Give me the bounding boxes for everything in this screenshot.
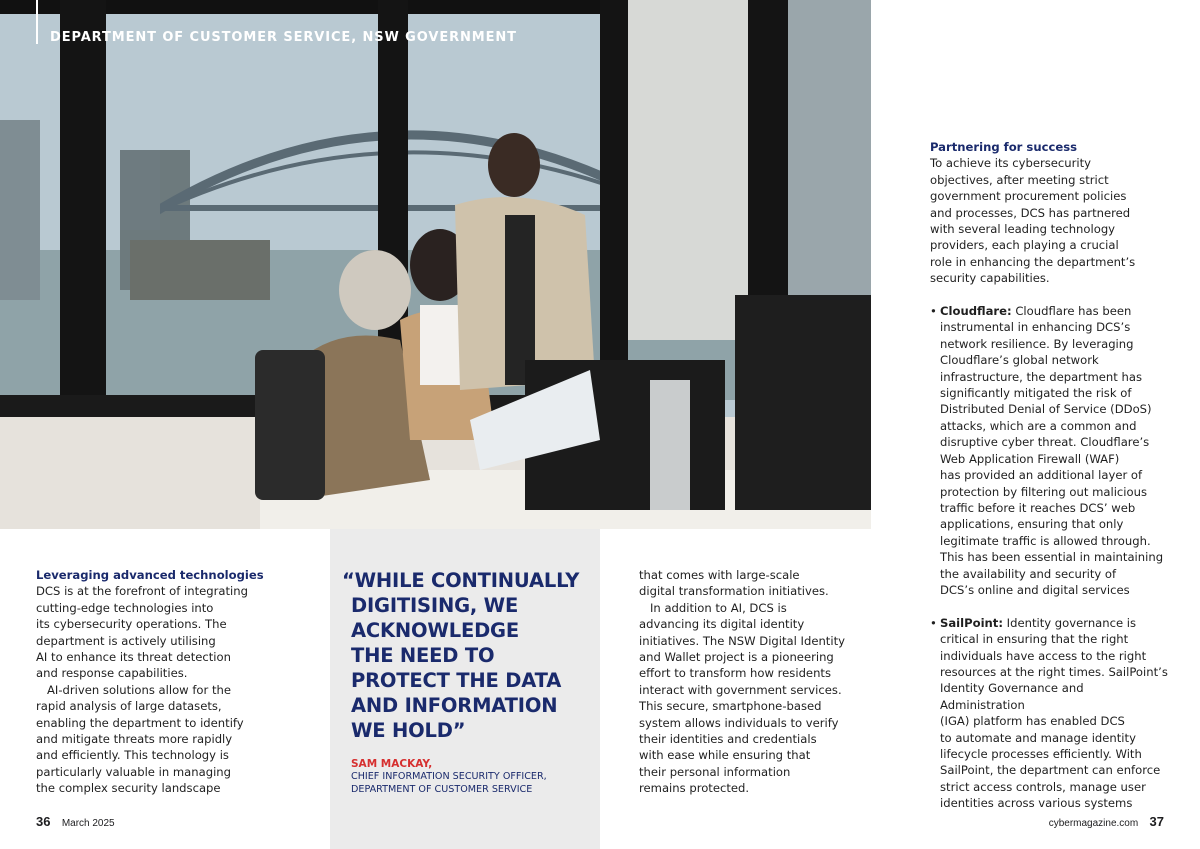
quote-line: PROTECT THE DATA [351,669,562,692]
quote-role-line: CHIEF INFORMATION SECURITY OFFICER, [351,771,547,782]
left-paragraph-2 [36,682,266,797]
middle-column [639,567,869,797]
bullet-title-sailpoint: SailPoint: [940,615,1003,630]
text-line: and efficiently. This technology is [36,748,229,763]
middle-paragraph-1 [639,567,869,600]
bullet-dot: • [930,304,937,319]
quote-role-line: DEPARTMENT OF CUSTOMER SERVICE [351,784,533,795]
text-line: DCS is at the forefront of integrating [36,584,248,599]
text-line: security capabilities. [930,271,1050,286]
issue-date: March 2025 [61,818,115,829]
text-line: and processes, DCS has partnered [930,205,1131,220]
quote-line: ACKNOWLEDGE [351,619,519,642]
section-label: DEPARTMENT OF CUSTOMER SERVICE, NSW GOVERNMENT [50,30,517,45]
text-line: their identities and credentials [639,732,817,747]
text-line: government procurement policies [930,189,1127,204]
text-line: rapid analysis of large datasets, [36,699,222,714]
bullet-first-line: Cloudflare has been [1011,304,1132,319]
text-line: with several leading technology [930,222,1116,237]
text-line: and response capabilities. [36,666,188,681]
text-line: objectives, after meeting strict [930,172,1109,187]
text-line: attacks, which are a common and [940,418,1137,433]
text-line: system allows individuals to verify [639,715,839,730]
text-line: traffic before it reaches DCS’ web [940,500,1136,515]
text-line: In addition to AI, DCS is [650,600,787,615]
text-line: role in enhancing the department’s [930,254,1136,269]
text-line: legitimate traffic is allowed through. [940,533,1151,548]
bullet-body-sailpoint [940,631,1170,811]
text-line: AI to enhance its threat detection [36,650,231,665]
text-line: its cybersecurity operations. The [36,617,227,632]
middle-paragraph-2 [639,600,869,797]
text-line: and Wallet project is a pioneering [639,650,834,665]
text-line: with ease while ensuring that [639,748,811,763]
text-line: the complex security landscape [36,781,221,796]
text-line: lifecycle processes efficiently. With [940,747,1142,761]
text-line: significantly mitigated the risk of [940,386,1132,401]
bullet-sailpoint [930,615,1170,812]
text-line: AI-driven solutions allow for the [47,682,232,697]
bullet-body-cloudflare [940,319,1163,598]
text-line: interact with government services. [639,682,842,697]
text-line: strict access controls, manage user [940,779,1146,794]
text-line: their personal information [639,764,791,779]
text-line: Identity Governance and Administration [940,681,1084,712]
text-line: Web Application Firewall (WAF) [940,451,1120,466]
text-line: Distributed Denial of Service (DDoS) [940,402,1152,417]
text-line: critical in ensuring that the right [940,632,1129,647]
text-line: identities across various systems [940,796,1133,811]
text-line: This secure, smartphone-based [639,699,822,714]
text-line: individuals have access to the right [940,648,1147,663]
text-line: network resilience. By leveraging [940,336,1134,351]
text-line: providers, each playing a crucial [930,238,1119,253]
left-column [36,567,266,797]
quote-line: THE NEED TO [351,644,495,667]
text-line: digital transformation initiatives. [639,584,829,599]
text-line: Cloudflare’s global network [940,353,1099,368]
site-url: cybermagazine.com [1048,818,1139,829]
bullet-cloudflare [930,303,1170,598]
page-number-right: 37 [1149,814,1164,829]
text-line: resources at the right times. SailPoint’s [940,664,1168,679]
header-rule [36,0,38,44]
bullet-dot: • [930,615,937,630]
bullet-title-cloudflare: Cloudflare: [940,304,1012,319]
section-heading-partnering: Partnering for success [930,140,1077,154]
text-line: department is actively utilising [36,633,216,648]
footer-right [1049,814,1164,829]
text-line: This has been essential in maintaining [940,550,1164,565]
text-line: infrastructure, the department has [940,369,1142,384]
section-heading-technologies: Leveraging advanced technologies [36,568,264,582]
pull-quote [330,529,600,849]
hero-photo [0,0,871,529]
text-line: enabling the department to identify [36,715,244,730]
text-line: remains protected. [639,781,750,796]
text-line: instrumental in enhancing DCS’s [940,320,1131,335]
text-line: SailPoint, the department can enforce [940,763,1161,778]
right-intro-paragraph [930,155,1170,286]
quote-author-role [351,770,547,796]
office-scene-illustration [0,0,871,529]
text-line: applications, ensuring that only [940,517,1124,532]
text-line: protection by filtering out malicious [940,484,1147,499]
quote-line: “WHILE CONTINUALLY [342,569,580,592]
right-column [930,139,1170,812]
text-line: DCS’s online and digital services [940,582,1130,597]
text-line: and mitigate threats more rapidly [36,732,233,747]
quote-line: DIGITISING, WE [351,594,519,617]
page-number-left: 36 [36,814,51,829]
quote-line: AND INFORMATION [351,694,558,717]
text-line: to automate and manage identity [940,730,1136,745]
text-line: To achieve its cybersecurity [930,156,1092,171]
text-line: that comes with large-scale [639,568,800,582]
text-line: (IGA) platform has enabled DCS [940,714,1125,729]
left-paragraph-1 [36,583,266,681]
quote-text [342,568,592,743]
text-line: the availability and security of [940,566,1117,581]
quote-author-name: SAM MACKAY, [351,758,433,770]
text-line: disruptive cyber threat. Cloudflare’s [940,435,1150,450]
text-line: particularly valuable in managing [36,764,232,779]
text-line: initiatives. The NSW Digital Identity [639,633,845,648]
footer-left [36,814,115,829]
text-line: advancing its digital identity [639,617,805,632]
quote-line: WE HOLD” [351,719,466,742]
bullet-first-line: Identity governance is [1003,615,1137,630]
text-line: effort to transform how residents [639,666,831,681]
text-line: has provided an additional layer of [940,468,1143,483]
text-line: cutting-edge technologies into [36,600,214,615]
